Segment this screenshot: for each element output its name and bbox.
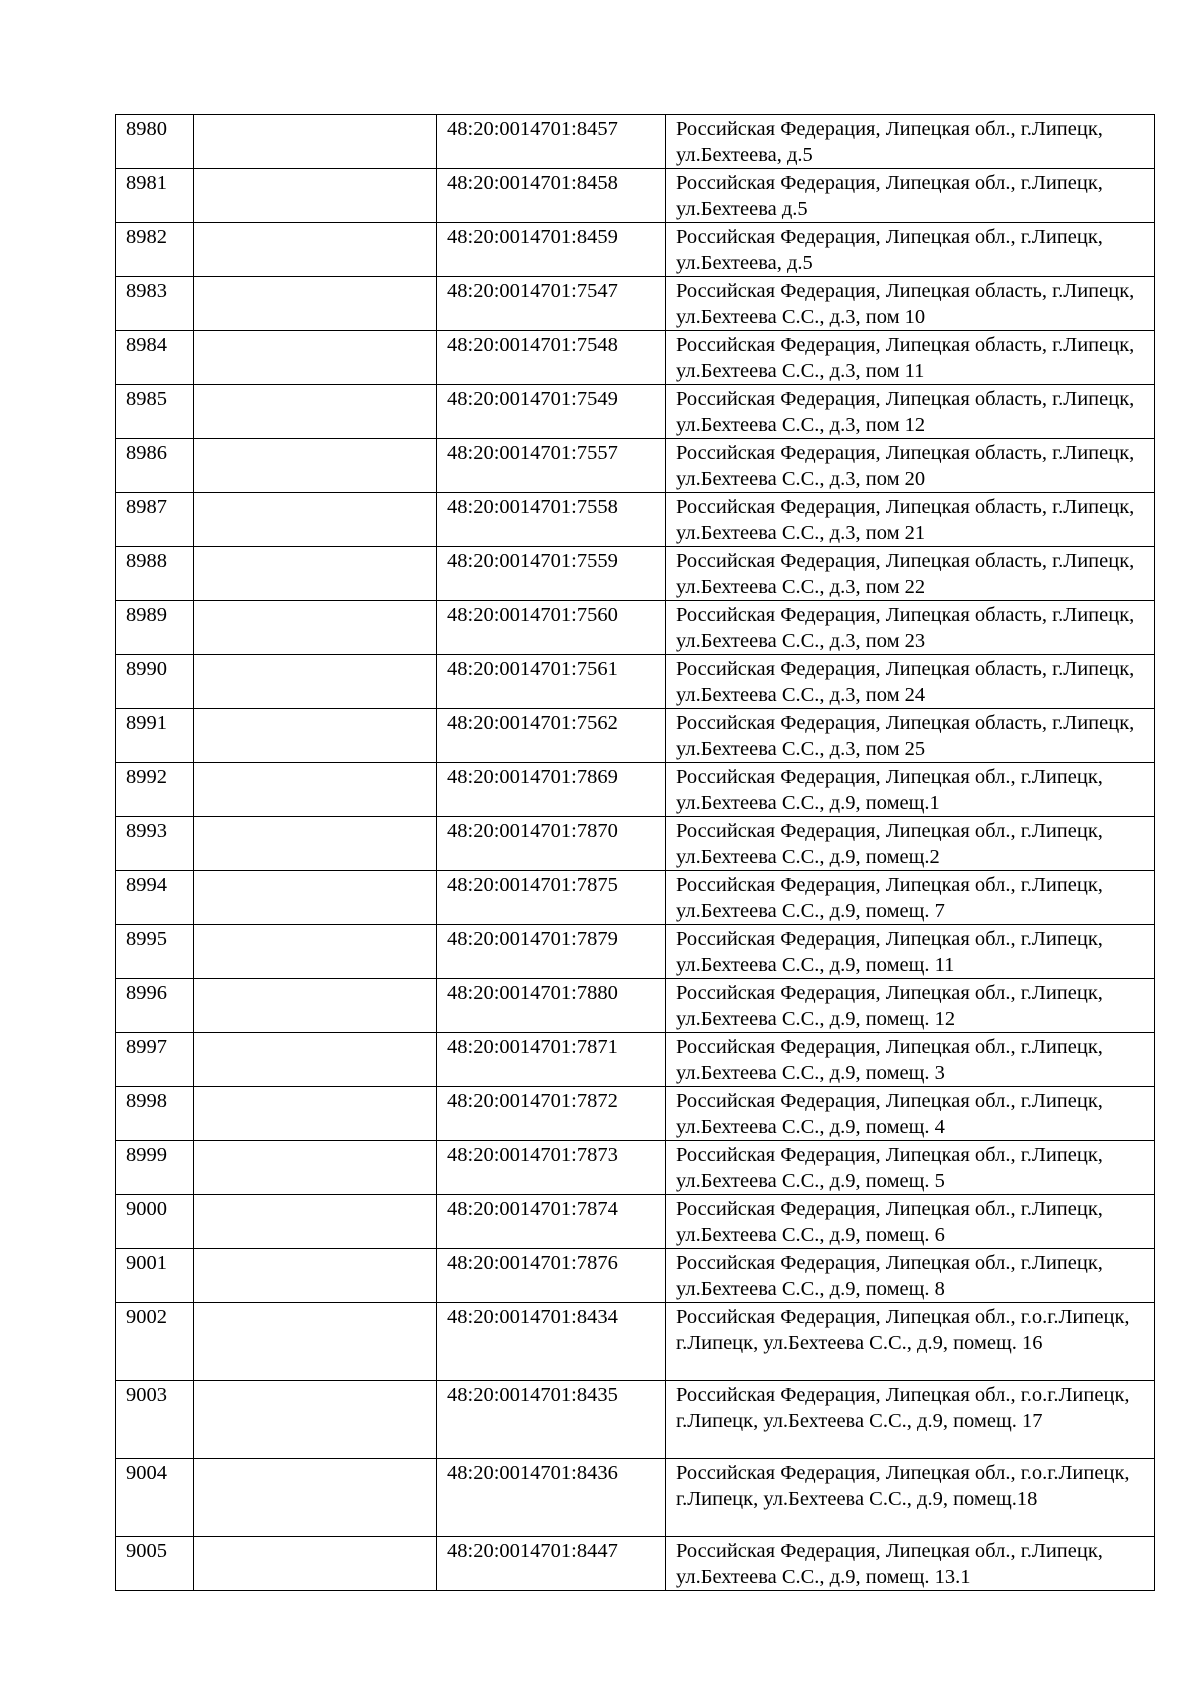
address: Российская Федерация, Липецкая область, г.Липецк, ул.Бехтеева С.С., д.3, пом 23 (666, 601, 1155, 655)
table-row (116, 1381, 1155, 1459)
row-number: 8988 (116, 547, 194, 601)
table-row (116, 1249, 1155, 1303)
row-number: 8998 (116, 1087, 194, 1141)
empty-cell (194, 169, 437, 223)
cadastral-number: 48:20:0014701:7869 (437, 763, 666, 817)
empty-cell (194, 331, 437, 385)
cadastral-number: 48:20:0014701:7547 (437, 277, 666, 331)
row-number: 8987 (116, 493, 194, 547)
row-number: 8991 (116, 709, 194, 763)
address: Российская Федерация, Липецкая обл., г.Липецк, ул.Бехтеева д.5 (666, 169, 1155, 223)
table-row (116, 979, 1155, 1033)
address: Российская Федерация, Липецкая обл., г.Липецк, ул.Бехтеева С.С., д.9, помещ. 13.1 (666, 1537, 1155, 1591)
table-row (116, 385, 1155, 439)
table-row (116, 439, 1155, 493)
table-row (116, 1459, 1155, 1537)
cadastral-number: 48:20:0014701:8436 (437, 1459, 666, 1537)
row-number: 8982 (116, 223, 194, 277)
empty-cell (194, 1195, 437, 1249)
row-number: 8990 (116, 655, 194, 709)
address: Российская Федерация, Липецкая область, г.Липецк, ул.Бехтеева С.С., д.3, пом 12 (666, 385, 1155, 439)
table-row (116, 493, 1155, 547)
cadastral-number: 48:20:0014701:7561 (437, 655, 666, 709)
cadastral-number: 48:20:0014701:7557 (437, 439, 666, 493)
row-number: 8983 (116, 277, 194, 331)
cadastral-number: 48:20:0014701:7874 (437, 1195, 666, 1249)
cadastral-number: 48:20:0014701:8459 (437, 223, 666, 277)
empty-cell (194, 223, 437, 277)
address: Российская Федерация, Липецкая обл., г.Липецк, ул.Бехтеева С.С., д.9, помещ. 3 (666, 1033, 1155, 1087)
empty-cell (194, 1087, 437, 1141)
address: Российская Федерация, Липецкая обл., г.Липецк, ул.Бехтеева С.С., д.9, помещ.1 (666, 763, 1155, 817)
cadastral-number: 48:20:0014701:7549 (437, 385, 666, 439)
cadastral-number: 48:20:0014701:7559 (437, 547, 666, 601)
address: Российская Федерация, Липецкая обл., г.Липецк, ул.Бехтеева С.С., д.9, помещ. 4 (666, 1087, 1155, 1141)
cadastral-number: 48:20:0014701:7562 (437, 709, 666, 763)
cadastral-number: 48:20:0014701:7876 (437, 1249, 666, 1303)
empty-cell (194, 277, 437, 331)
table-row (116, 655, 1155, 709)
empty-cell (194, 493, 437, 547)
row-number: 8994 (116, 871, 194, 925)
table-row (116, 763, 1155, 817)
cadastral-number: 48:20:0014701:7548 (437, 331, 666, 385)
empty-cell (194, 601, 437, 655)
row-number: 8997 (116, 1033, 194, 1087)
row-number: 8996 (116, 979, 194, 1033)
cadastral-number: 48:20:0014701:7875 (437, 871, 666, 925)
table-row (116, 1195, 1155, 1249)
address: Российская Федерация, Липецкая область, г.Липецк, ул.Бехтеева С.С., д.3, пом 20 (666, 439, 1155, 493)
row-number: 8984 (116, 331, 194, 385)
cadastral-number: 48:20:0014701:7880 (437, 979, 666, 1033)
cadastral-number: 48:20:0014701:7871 (437, 1033, 666, 1087)
table-row (116, 925, 1155, 979)
registry-table-body (116, 115, 1155, 1591)
empty-cell (194, 925, 437, 979)
empty-cell (194, 1033, 437, 1087)
row-number: 9002 (116, 1303, 194, 1381)
table-row (116, 277, 1155, 331)
empty-cell (194, 1141, 437, 1195)
empty-cell (194, 439, 437, 493)
address: Российская Федерация, Липецкая обл., г.Липецк, ул.Бехтеева С.С., д.9, помещ. 11 (666, 925, 1155, 979)
address: Российская Федерация, Липецкая обл., г.Липецк, ул.Бехтеева, д.5 (666, 223, 1155, 277)
row-number: 8993 (116, 817, 194, 871)
empty-cell (194, 547, 437, 601)
table-row (116, 115, 1155, 169)
cadastral-number: 48:20:0014701:7879 (437, 925, 666, 979)
address: Российская Федерация, Липецкая обл., г.Липецк, ул.Бехтеева С.С., д.9, помещ. 6 (666, 1195, 1155, 1249)
table-row (116, 1537, 1155, 1591)
address: Российская Федерация, Липецкая обл., г.Липецк, ул.Бехтеева С.С., д.9, помещ. 8 (666, 1249, 1155, 1303)
empty-cell (194, 1537, 437, 1591)
empty-cell (194, 1381, 437, 1459)
address: Российская Федерация, Липецкая область, г.Липецк, ул.Бехтеева С.С., д.3, пом 24 (666, 655, 1155, 709)
empty-cell (194, 115, 437, 169)
empty-cell (194, 1303, 437, 1381)
row-number: 8999 (116, 1141, 194, 1195)
cadastral-number: 48:20:0014701:8434 (437, 1303, 666, 1381)
row-number: 8985 (116, 385, 194, 439)
table-row (116, 709, 1155, 763)
address: Российская Федерация, Липецкая обл., г.о.г.Липецк, г.Липецк, ул.Бехтеева С.С., д.9, помещ.18 (666, 1459, 1155, 1537)
cadastral-number: 48:20:0014701:7873 (437, 1141, 666, 1195)
table-row (116, 331, 1155, 385)
cadastral-number: 48:20:0014701:8435 (437, 1381, 666, 1459)
row-number: 9001 (116, 1249, 194, 1303)
address: Российская Федерация, Липецкая обл., г.Липецк, ул.Бехтеева С.С., д.9, помещ.2 (666, 817, 1155, 871)
row-number: 8980 (116, 115, 194, 169)
table-row (116, 1087, 1155, 1141)
empty-cell (194, 1249, 437, 1303)
empty-cell (194, 709, 437, 763)
table-row (116, 1033, 1155, 1087)
address: Российская Федерация, Липецкая обл., г.о.г.Липецк, г.Липецк, ул.Бехтеева С.С., д.9, помещ. 16 (666, 1303, 1155, 1381)
row-number: 9005 (116, 1537, 194, 1591)
table-row (116, 1303, 1155, 1381)
empty-cell (194, 763, 437, 817)
table-row (116, 601, 1155, 655)
address: Российская Федерация, Липецкая область, г.Липецк, ул.Бехтеева С.С., д.3, пом 25 (666, 709, 1155, 763)
row-number: 9000 (116, 1195, 194, 1249)
address: Российская Федерация, Липецкая область, г.Липецк, ул.Бехтеева С.С., д.3, пом 10 (666, 277, 1155, 331)
registry-table (115, 114, 1155, 1591)
cadastral-number: 48:20:0014701:8447 (437, 1537, 666, 1591)
empty-cell (194, 1459, 437, 1537)
row-number: 8992 (116, 763, 194, 817)
cadastral-number: 48:20:0014701:7558 (437, 493, 666, 547)
table-row (116, 169, 1155, 223)
address: Российская Федерация, Липецкая область, г.Липецк, ул.Бехтеева С.С., д.3, пом 11 (666, 331, 1155, 385)
table-row (116, 547, 1155, 601)
row-number: 9003 (116, 1381, 194, 1459)
table-row (116, 871, 1155, 925)
address: Российская Федерация, Липецкая обл., г.Липецк, ул.Бехтеева С.С., д.9, помещ. 7 (666, 871, 1155, 925)
table-row (116, 1141, 1155, 1195)
address: Российская Федерация, Липецкая обл., г.о.г.Липецк, г.Липецк, ул.Бехтеева С.С., д.9, помещ. 17 (666, 1381, 1155, 1459)
table-row (116, 223, 1155, 277)
row-number: 8995 (116, 925, 194, 979)
empty-cell (194, 817, 437, 871)
cadastral-number: 48:20:0014701:7560 (437, 601, 666, 655)
address: Российская Федерация, Липецкая область, г.Липецк, ул.Бехтеева С.С., д.3, пом 22 (666, 547, 1155, 601)
empty-cell (194, 385, 437, 439)
address: Российская Федерация, Липецкая область, г.Липецк, ул.Бехтеева С.С., д.3, пом 21 (666, 493, 1155, 547)
row-number: 8989 (116, 601, 194, 655)
row-number: 9004 (116, 1459, 194, 1537)
address: Российская Федерация, Липецкая обл., г.Липецк, ул.Бехтеева С.С., д.9, помещ. 5 (666, 1141, 1155, 1195)
cadastral-number: 48:20:0014701:8458 (437, 169, 666, 223)
row-number: 8986 (116, 439, 194, 493)
empty-cell (194, 655, 437, 709)
cadastral-number: 48:20:0014701:8457 (437, 115, 666, 169)
cadastral-number: 48:20:0014701:7870 (437, 817, 666, 871)
empty-cell (194, 871, 437, 925)
cadastral-number: 48:20:0014701:7872 (437, 1087, 666, 1141)
address: Российская Федерация, Липецкая обл., г.Липецк, ул.Бехтеева, д.5 (666, 115, 1155, 169)
address: Российская Федерация, Липецкая обл., г.Липецк, ул.Бехтеева С.С., д.9, помещ. 12 (666, 979, 1155, 1033)
table-row (116, 817, 1155, 871)
row-number: 8981 (116, 169, 194, 223)
empty-cell (194, 979, 437, 1033)
